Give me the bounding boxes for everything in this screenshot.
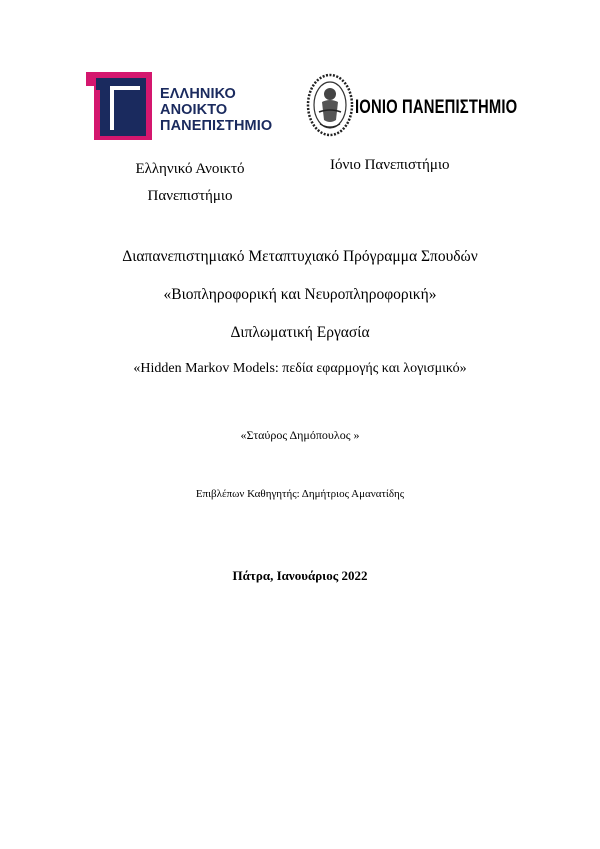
- eap-logo-line-1: ΕΛΛΗΝΙΚΟ: [160, 86, 236, 102]
- thesis-title: «Hidden Markov Models: πεδία εφαρμογής και λογισμικό»: [133, 361, 467, 376]
- eap-caption: [120, 156, 260, 210]
- eap-caption-line-1: Ελληνικό Ανοικτό: [135, 161, 245, 177]
- eap-logo-line-2: ΑΝΟΙΚΤΟ: [160, 102, 228, 118]
- eap-logo-text: [160, 86, 272, 134]
- ionio-seal-icon: [305, 72, 355, 138]
- program-title: Διαπανεπιστημιακό Μεταπτυχιακό Πρόγραμμα Σπουδών: [122, 248, 478, 265]
- thesis-type: Διπλωματική Εργασία: [230, 324, 370, 341]
- eap-caption-line-2: Πανεπιστήμιο: [147, 188, 233, 204]
- place-date: Πάτρα, Ιανουάριος 2022: [232, 568, 368, 583]
- specialty-title: «Βιοπληροφορική και Νευροπληροφορική»: [163, 286, 437, 303]
- author-name: «Σταύρος Δημόπουλος »: [240, 428, 360, 442]
- ionio-caption: Ιόνιο Πανεπιστήμιο: [330, 157, 450, 173]
- eap-logo-line-3: ΠΑΝΕΠΙΣΤΗΜΙΟ: [160, 118, 273, 134]
- supervisor: Επιβλέπων Καθηγητής: Δημήτριος Αμανατίδης: [195, 488, 405, 500]
- ionio-logo-text: ΙΟΝΙΟ ΠΑΝΕΠΙΣΤΗΜΙΟ: [355, 97, 518, 118]
